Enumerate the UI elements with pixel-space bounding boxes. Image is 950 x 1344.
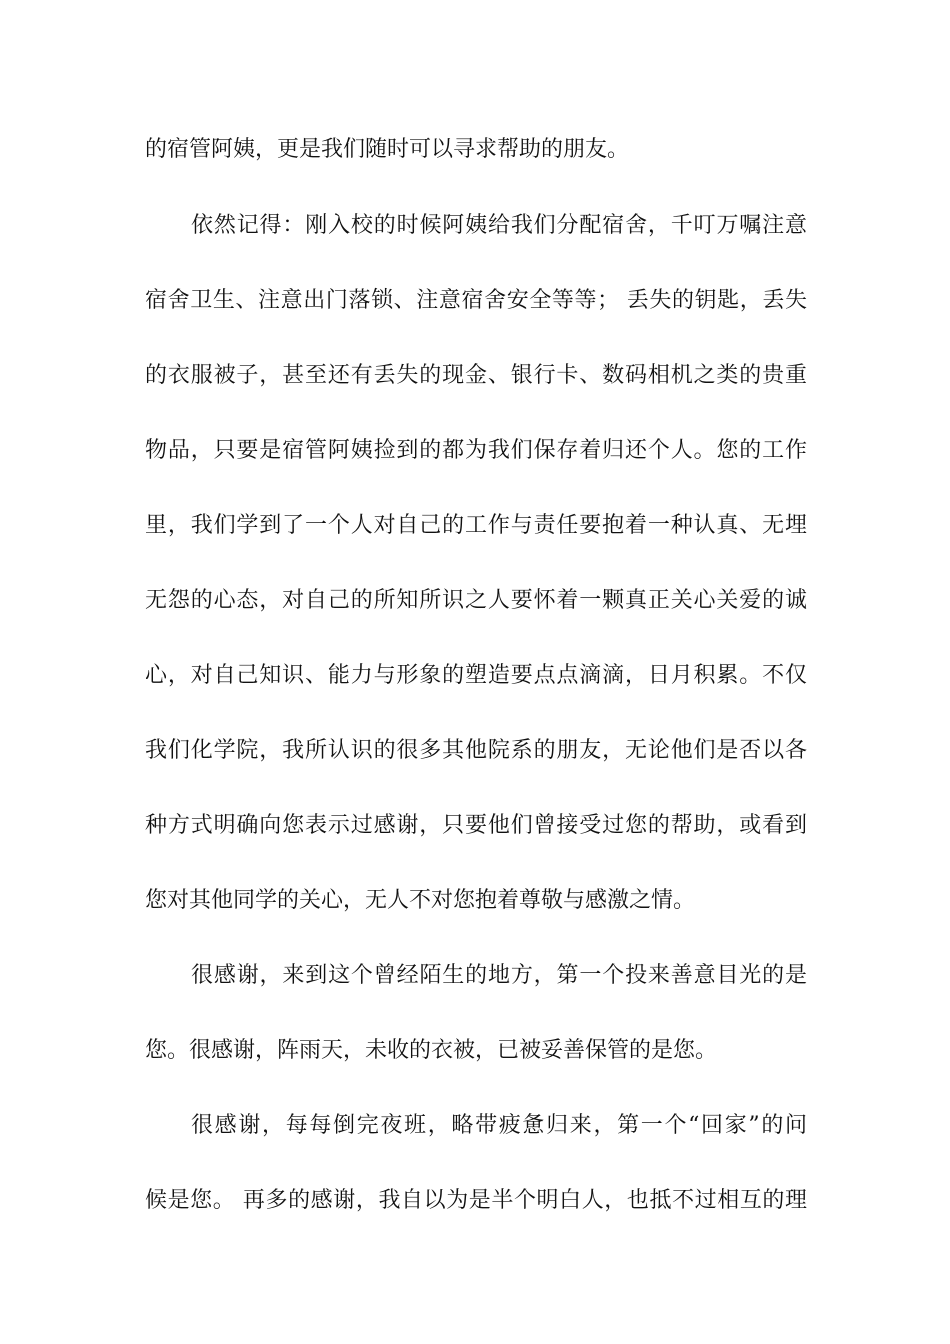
text-line: 很感谢，每每倒完夜班，略带疲惫归来，第一个“回家”的问 [191, 1113, 807, 1138]
text-line: 我们化学院，我所认识的很多其他院系的朋友，无论他们是否以各 [145, 738, 807, 763]
text-line: 心，对自己知识、能力与形象的塑造要点点滴滴，日月积累。不仅 [145, 663, 807, 688]
text-line: 宿舍卫生、注意出门落锁、注意宿舍安全等等； 丢失的钥匙，丢失 [145, 288, 807, 313]
text-line: 很感谢，来到这个曾经陌生的地方，第一个投来善意目光的是 [191, 963, 807, 988]
text-line: 无怨的心态，对自己的所知所识之人要怀着一颗真正关心关爱的诚 [145, 588, 807, 613]
text-line: 种方式明确向您表示过感谢，只要他们曾接受过您的帮助，或看到 [145, 813, 807, 838]
text-line: 您对其他同学的关心，无人不对您抱着尊敬与感激之情。 [145, 888, 696, 913]
text-line: 的衣服被子，甚至还有丢失的现金、银行卡、数码相机之类的贵重 [145, 363, 807, 388]
text-line: 物品，只要是宿管阿姨捡到的都为我们保存着归还个人。您的工作 [145, 438, 807, 463]
text-line: 您。很感谢，阵雨天，未收的衣被，已被妥善保管的是您。 [145, 1038, 718, 1063]
text-line: 里，我们学到了一个人对自己的工作与责任要抱着一种认真、无埋 [145, 513, 807, 538]
text-line: 候是您。 再多的感谢，我自以为是半个明白人，也抵不过相互的理 [145, 1188, 807, 1213]
text-line: 的宿管阿姨，更是我们随时可以寻求帮助的朋友。 [145, 137, 630, 162]
text-line: 依然记得：刚入校的时候阿姨给我们分配宿舍，千叮万嘱注意 [191, 213, 807, 238]
